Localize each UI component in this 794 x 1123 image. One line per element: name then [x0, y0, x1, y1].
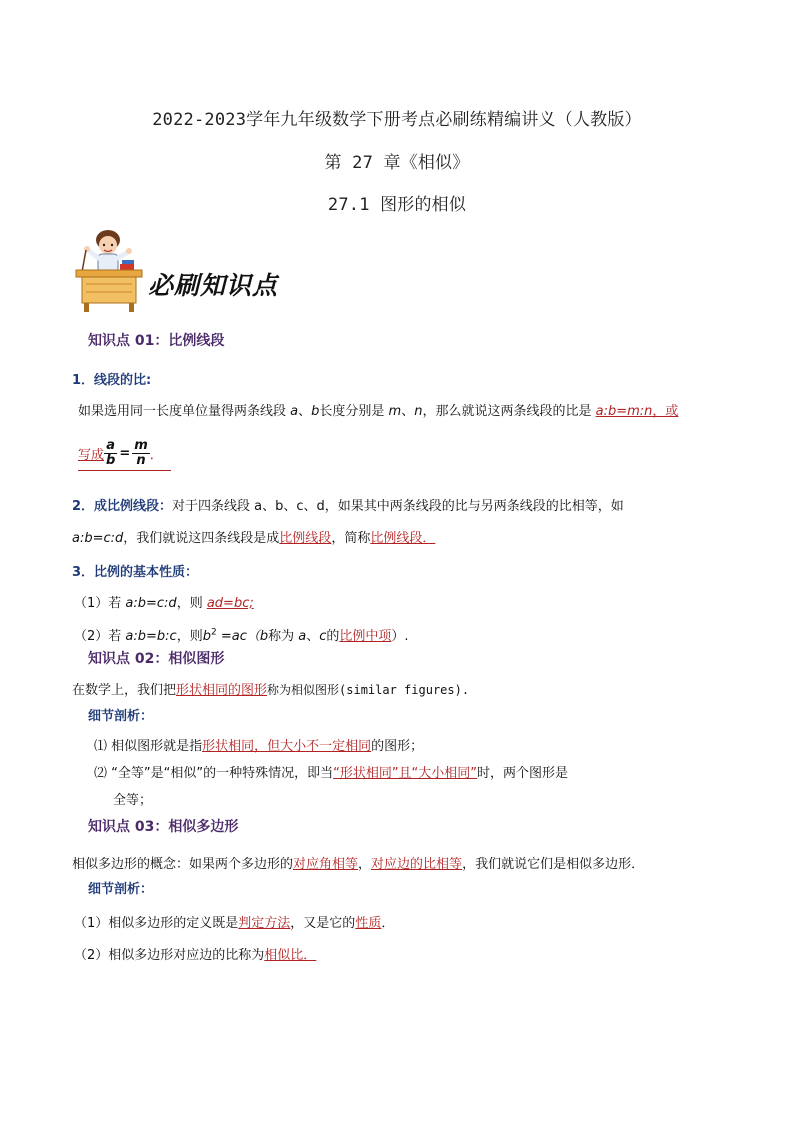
kp3-definition: 相似多边形的概念：如果两个多边形的对应角相等，对应边的比相等，我们就说它们是相似多边形．	[72, 857, 645, 872]
answer-ad-bc: ad=bc;	[206, 596, 254, 611]
kp2-detail-2-cont: 全等；	[113, 793, 153, 808]
kp2-detail-2: ⑵ “全等”是“相似”的一种特殊情况，即当“形状相同”且“大小相同”时，两个图形是	[94, 766, 569, 781]
property-1: （1）若 a:b=c:d，则 ad=bc;	[74, 596, 254, 611]
fraction-m-over-n: $\frac{m}{n}$	[134, 438, 148, 468]
kp2-definition: 在数学上，我们把形状相同的图形称为相似图形(similar figures).	[72, 683, 470, 698]
answer-proportional-segments: 比例线段	[279, 531, 332, 546]
section-title: 27.1 图形的相似	[327, 195, 467, 215]
item-2-line2: a:b=c:d，我们就说这四条线段是成比例线段，简称比例线段．	[72, 531, 436, 546]
item-1-fraction-line: 写成 $\frac{a}{b}$ = $\frac{m}{n}$ ．	[78, 439, 171, 471]
answer-short-name: 比例线段．	[370, 531, 436, 546]
item-1-text: 如果选用同一长度单位量得两条线段 a、b长度分别是 m、n，那么就说这两条线段的比是 a:b=m:n，或	[78, 404, 679, 419]
banner-title: 必刷知识点	[148, 271, 279, 300]
item-1-label: 1．线段的比:	[72, 373, 152, 388]
kp3-detail-1: （1）相似多边形的定义既是判定方法，又是它的性质．	[74, 916, 395, 931]
kp3-detail-2: （2）相似多边形对应边的比称为相似比．	[74, 948, 317, 963]
teacher-at-desk-icon	[74, 226, 146, 312]
item-3-label: 3．比例的基本性质：	[72, 565, 199, 580]
chapter-title: 第 27 章《相似》	[324, 153, 470, 173]
kp3-detail-label: 细节剖析：	[88, 882, 154, 897]
kp2-detail-label: 细节剖析：	[88, 709, 154, 724]
answer-same-shape: 形状相同的图形	[176, 683, 268, 698]
knowledge-point-1-heading: 知识点 01：比例线段	[88, 333, 225, 349]
knowledge-point-3-heading: 知识点 03：相似多边形	[88, 819, 239, 835]
fraction-a-over-b: $\frac{a}{b}$	[106, 438, 116, 468]
answer-mean-proportional: 比例中项	[339, 629, 392, 644]
knowledge-point-2-heading: 知识点 02：相似图形	[88, 651, 225, 667]
kp2-detail-1: ⑴ 相似图形就是指形状相同，但大小不一定相同的图形；	[94, 739, 424, 754]
document-title: 2022-2023学年九年级数学下册考点必刷练精编讲义（人教版）	[152, 110, 642, 130]
item-2-text: 2．成比例线段：对于四条线段 a、b、c、d，如果其中两条线段的比与另两条线段的比相等，如	[72, 499, 624, 514]
property-2: （2）若 a:b=b:c，则$b^2 =ac(b$称为 a、c的比例中项）.	[74, 627, 409, 644]
answer-ratio: a:b=m:n	[595, 404, 653, 419]
